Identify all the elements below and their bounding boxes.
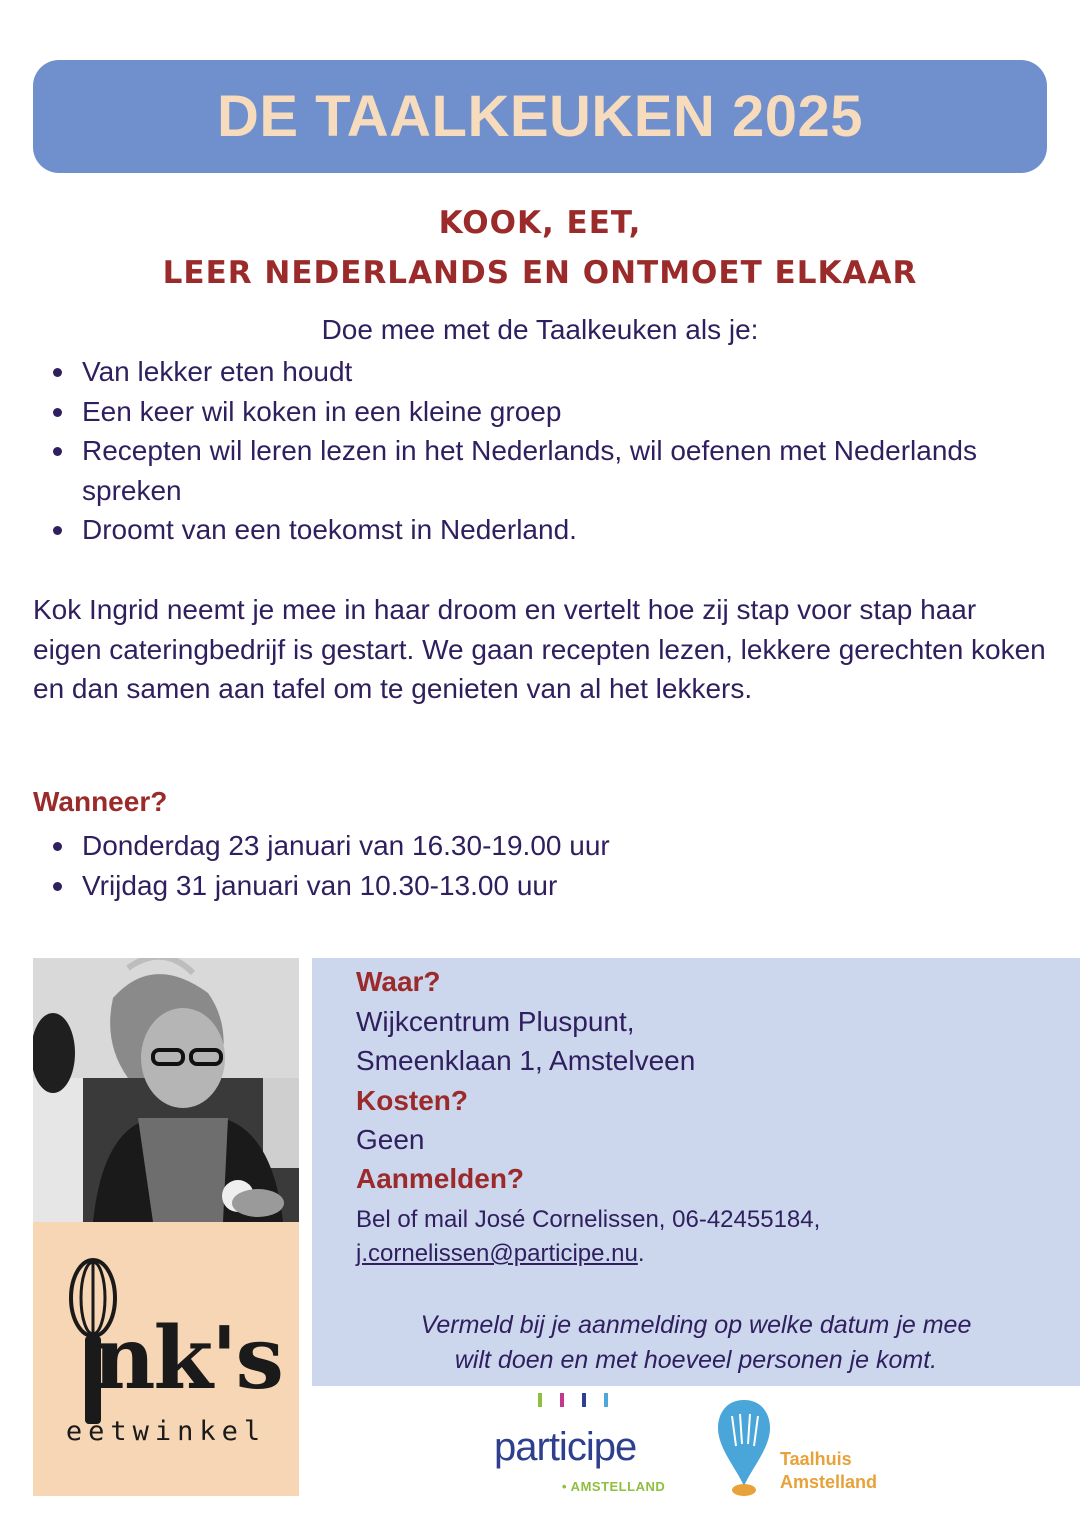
participe-logo-text: participe [494,1425,637,1469]
participe-logo-subtext: • AMSTELLAND [562,1479,666,1494]
list-item: Droomt van een toekomst in Nederland. [33,510,993,550]
email-suffix: . [637,1240,645,1267]
participe-bars-icon [538,1393,658,1413]
dates-list [33,826,933,905]
title-banner [33,60,1047,173]
description-paragraph: Kok Ingrid neemt je mee in haar droom en vertelt hoe zij stap voor stap haar eigen cateringbedrijf is gestart. We gaan recepten lezen, lekkere gerechten koken en dan samen aan tafel om te genieten van al het lekkers. [33,594,1046,704]
signup-text: Bel of mail José Cornelissen, 06-42455184, [356,1206,821,1233]
taalhuis-line-2: Amstelland [780,1472,878,1492]
taalhuis-logo [716,1398,916,1498]
when-heading: Wanneer? [33,786,168,817]
participe-logo [494,1393,674,1498]
where-line-2: Smeenklaan 1, Amstelveen [356,1045,696,1076]
location-pin-icon [716,1398,772,1498]
conditions-list [33,352,993,550]
taalhuis-logo-text [780,1448,877,1494]
note-line-2: wilt doen en met hoeveel personen je komt. [454,1346,938,1374]
nks-logo-text: nk's [93,1308,282,1409]
subtitle-line-1: KOOK, EET, [438,205,642,241]
page-title: DE TAALKEUKEN 2025 [216,84,864,149]
signup-email-line [356,1240,645,1268]
list-item: Vrijdag 31 januari van 10.30-13.00 uur [33,866,933,906]
eetwinkel-text: eetwinkel [65,1416,267,1447]
subtitle-line-2: LEER NEDERLANDS EN ONTMOET ELKAAR [162,255,918,291]
list-item: Een keer wil koken in een kleine groep [33,392,993,432]
signup-heading: Aanmelden? [356,1163,525,1194]
costs-value: Geen [356,1124,425,1155]
list-item: Van lekker eten houdt [33,352,993,392]
costs-heading: Kosten? [356,1085,468,1116]
chef-photo-illustration [33,958,299,1222]
list-item: Recepten wil leren lezen in het Nederlands, wil oefenen met Nederlands spreken [33,431,993,510]
note-line-1: Vermeld bij je aanmelding op welke datum je mee [420,1311,972,1339]
chef-photo [33,958,299,1222]
taalhuis-line-1: Taalhuis [780,1449,852,1469]
where-heading: Waar? [356,966,441,997]
email-link[interactable]: j.cornelissen@participe.nu [356,1240,638,1267]
intro-text: Doe mee met de Taalkeuken als je: [321,314,759,345]
nks-eetwinkel-logo [33,1222,299,1496]
where-line-1: Wijkcentrum Pluspunt, [356,1006,635,1037]
list-item: Donderdag 23 januari van 16.30-19.00 uur [33,826,933,866]
